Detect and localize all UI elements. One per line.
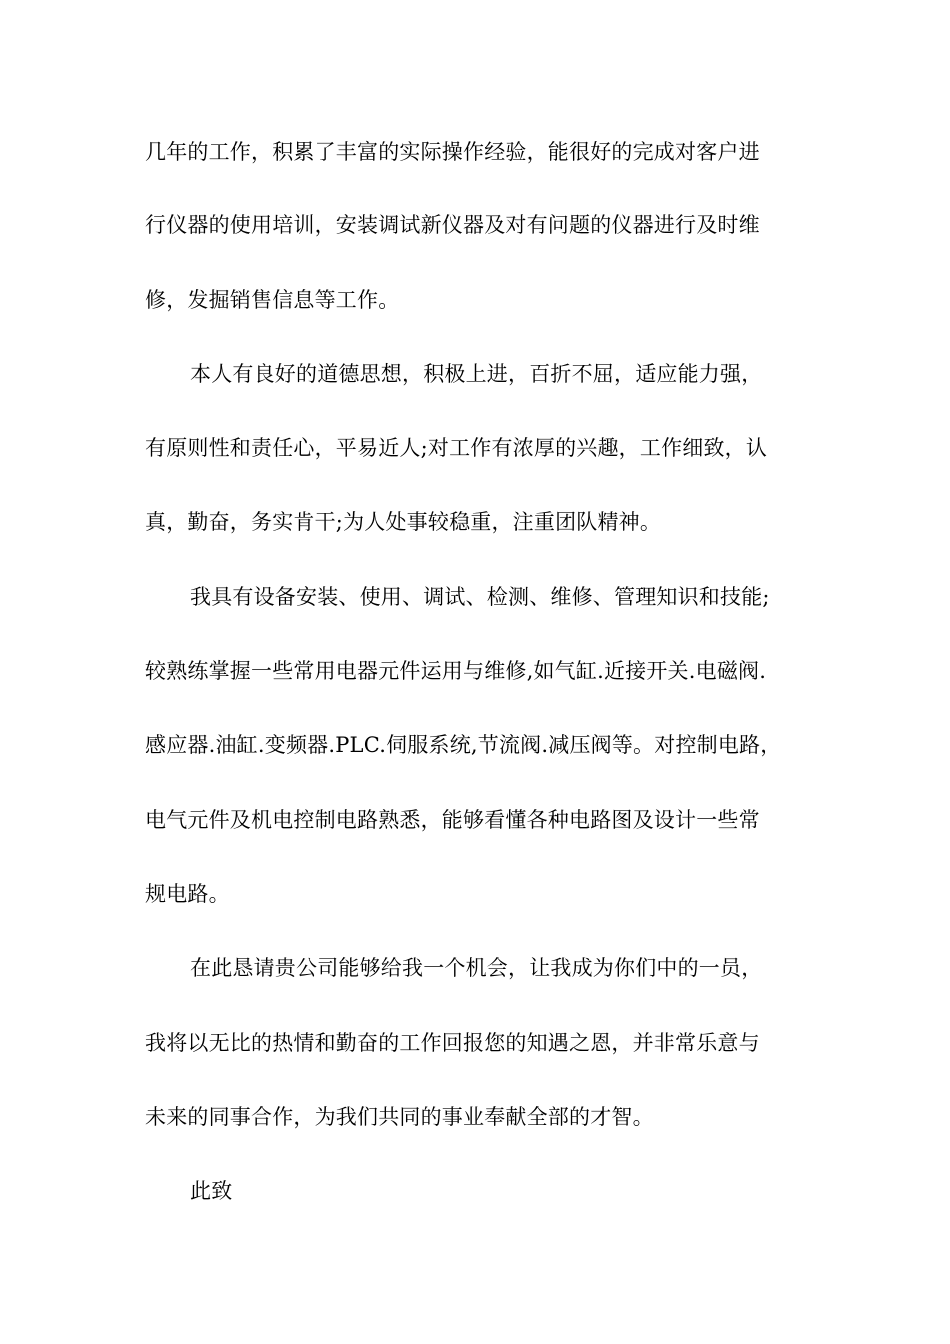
text-line: 感应器.油缸.变频器.PLC.伺服系统,节流阀.减压阀等。对控制电路， xyxy=(145,733,782,757)
paragraph-start-line: 本人有良好的道德思想，积极上进，百折不屈，适应能力强， xyxy=(190,362,763,386)
text-line: 修，发掘销售信息等工作。 xyxy=(145,288,400,312)
text-line: 规电路。 xyxy=(145,882,230,906)
paragraph-start-line: 我具有设备安装、使用、调试、检测、维修、管理知识和技能; xyxy=(190,585,770,609)
closing-salutation: 此致 xyxy=(190,1179,233,1203)
paragraph-start-line: 在此恳请贵公司能够给我一个机会，让我成为你们中的一员， xyxy=(190,956,763,980)
text-line: 电气元件及机电控制电路熟悉，能够看懂各种电路图及设计一些常 xyxy=(145,808,760,832)
text-line: 较熟练掌握一些常用电器元件运用与维修,如气缸.近接开关.电磁阀. xyxy=(145,659,767,683)
text-line: 真，勤奋，务实肯干;为人处事较稳重，注重团队精神。 xyxy=(145,510,662,534)
text-line: 几年的工作，积累了丰富的实际操作经验，能很好的完成对客户进 xyxy=(145,140,760,164)
text-line: 未来的同事合作，为我们共同的事业奉献全部的才智。 xyxy=(145,1105,654,1129)
text-line: 有原则性和责任心，平易近人;对工作有浓厚的兴趣，工作细致，认 xyxy=(145,436,768,460)
text-line: 行仪器的使用培训，安装调试新仪器及对有问题的仪器进行及时维 xyxy=(145,213,760,237)
text-line: 我将以无比的热情和勤奋的工作回报您的知遇之恩，并非常乐意与 xyxy=(145,1031,760,1055)
